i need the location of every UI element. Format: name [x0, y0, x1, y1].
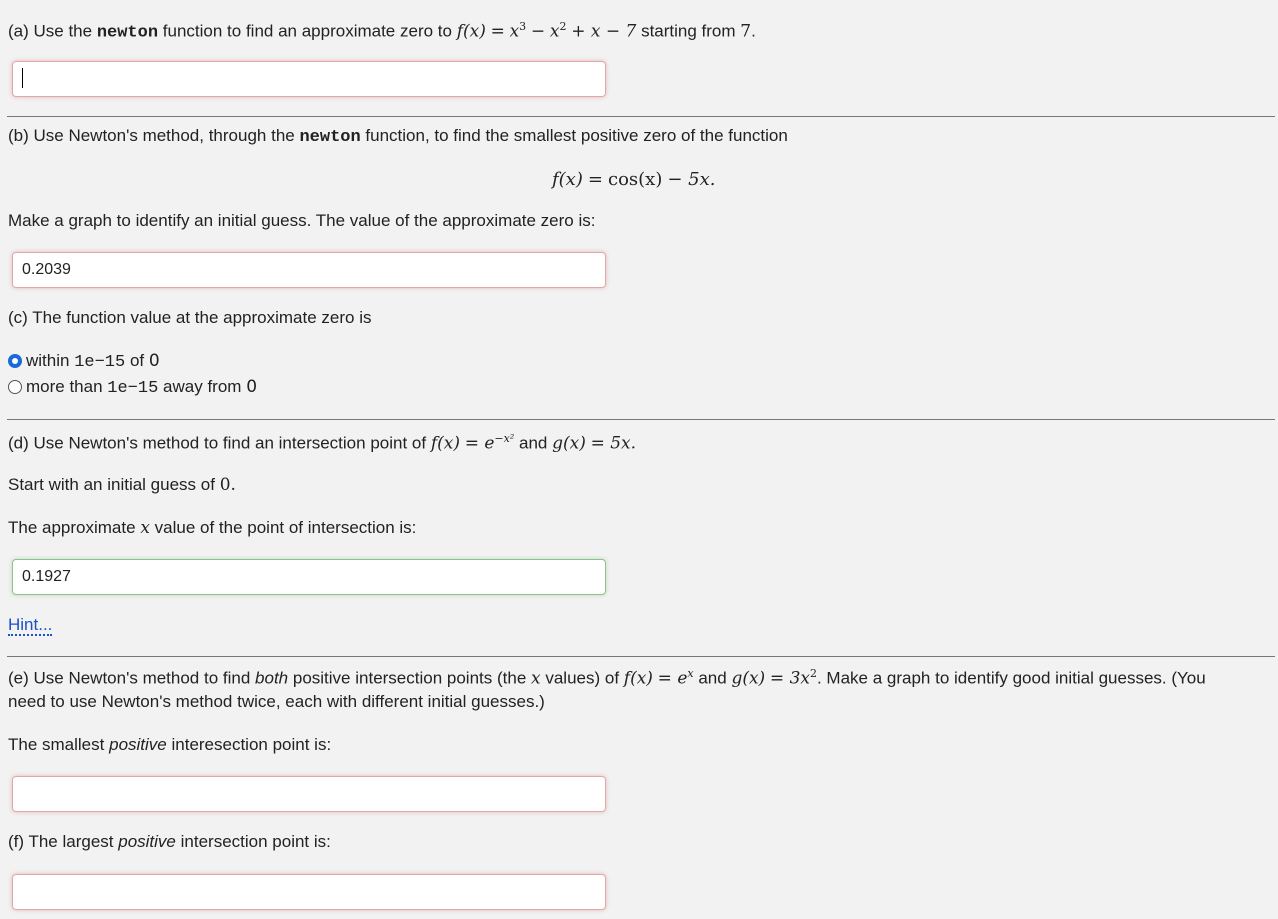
answer-d-input[interactable]: 0.1927 — [12, 559, 606, 595]
question-e-line2: need to use Newton's method twice, each with different initial guesses.) — [8, 692, 545, 711]
radio-option-within[interactable]: within 1e−15 of 0 — [8, 351, 160, 372]
newton-function-name: newton — [299, 128, 361, 147]
question-f-text: (f) The largest positive intersection point is: — [8, 832, 331, 851]
question-b-text: (b) Use Newton's method, through the newton function, to find the smallest positive zero of the function — [8, 126, 788, 147]
answer-a-input[interactable] — [12, 61, 606, 97]
approx-text-d: The approximate x value of the point of intersection is: — [8, 518, 417, 538]
section-divider — [7, 116, 1275, 117]
instruction-b: Make a graph to identify an initial guess. The value of the approximate zero is: — [8, 211, 596, 230]
section-divider — [7, 419, 1275, 420]
text-caret — [22, 68, 23, 88]
section-divider — [7, 656, 1275, 657]
newton-function-name: newton — [96, 23, 159, 43]
display-equation-b: f(x) = cos(x) − 5x. — [552, 169, 716, 190]
radio-option-more-than[interactable]: more than 1e−15 away from 0 — [8, 377, 257, 398]
radio-selected-icon[interactable] — [8, 354, 22, 368]
radio-unselected-icon[interactable] — [8, 380, 22, 394]
question-a-text: (a) Use the newton function to find an approximate zero to $f(x) = x^3 - x^2 + x - 7$ starting from 7. — [8, 20, 756, 43]
answer-f-input[interactable] — [12, 874, 606, 910]
hint-link[interactable]: Hint... — [8, 615, 53, 634]
initial-guess-d: Start with an initial guess of 0. — [8, 475, 236, 495]
answer-b-input[interactable]: 0.2039 — [12, 252, 606, 288]
question-d-text: (d) Use Newton's method to find an intersection point of $f(x) = e^{-x^2}$ and g(x) = 5x. — [8, 432, 637, 454]
answer-e-input[interactable] — [12, 776, 606, 812]
question-c-text: (c) The function value at the approximate zero is — [8, 308, 372, 327]
smallest-prompt-e: The smallest positive interesection point is: — [8, 735, 332, 754]
question-e-line1: (e) Use Newton's method to find both positive intersection points (the x values) of $f(x) = e^x$ and $g(x) = 3x^2$. Make a graph to identify good initial guesses. (You — [8, 667, 1206, 689]
